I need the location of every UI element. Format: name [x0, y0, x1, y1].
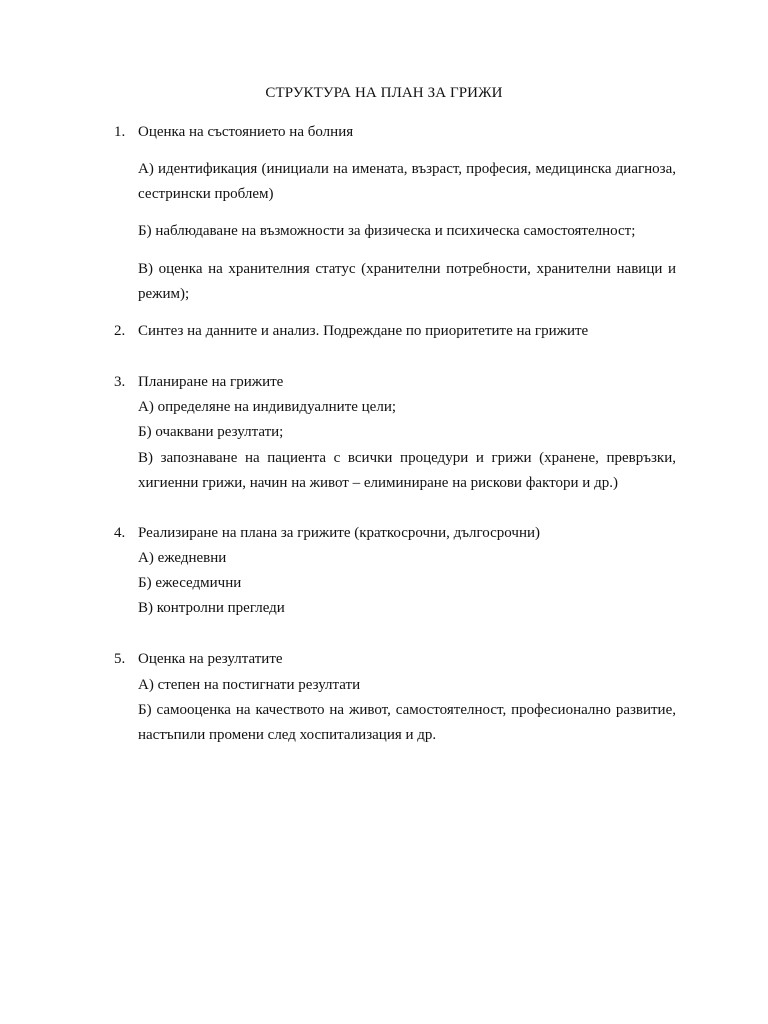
list-item: А) ежедневни — [138, 550, 227, 566]
list-item: Б) очаквани резултати; — [138, 424, 284, 440]
list-item: А) идентификация (инициали на имената, възраст, професия, медицинска диагноза, сестрински проблем) — [138, 161, 676, 202]
list-item: В) оценка на хранителния статус (хранителни потребности, хранителни навици и режим); — [138, 261, 676, 302]
list-item: В) контролни прегледи — [138, 600, 285, 616]
section-number: 3. — [114, 374, 126, 390]
page-title: СТРУКТУРА НА ПЛАН ЗА ГРИЖИ — [265, 85, 503, 101]
section-heading: Оценка на състоянието на болния — [138, 124, 354, 140]
section-heading: Реализиране на плана за грижите (краткосрочни, дългосрочни) — [138, 525, 541, 541]
list-item: Б) ежеседмични — [138, 575, 242, 591]
list-item: А) степен на постигнати резултати — [138, 677, 361, 693]
section-number: 2. — [114, 323, 126, 339]
section-number: 5. — [114, 651, 126, 667]
list-item: Б) самооценка на качеството на живот, самостоятелност, професионално развитие, настъпили промени след хоспитализация и др. — [138, 702, 676, 743]
section-number: 1. — [114, 124, 126, 140]
section-number: 4. — [114, 525, 126, 541]
list-item: В) запознаване на пациента с всички процедури и грижи (хранене, превръзки, хигиенни грижи, начин на живот – елиминиране на рискови фактори и др.) — [138, 450, 676, 491]
list-item: А) определяне на индивидуалните цели; — [138, 399, 397, 415]
section-heading: Планиране на грижите — [138, 374, 284, 390]
list-item: Б) наблюдаване на възможности за физическа и психическа самостоятелност; — [138, 223, 636, 239]
section-heading: Оценка на резултатите — [138, 651, 283, 667]
section-heading: Синтез на данните и анализ. Подреждане по приоритетите на грижите — [138, 323, 589, 339]
